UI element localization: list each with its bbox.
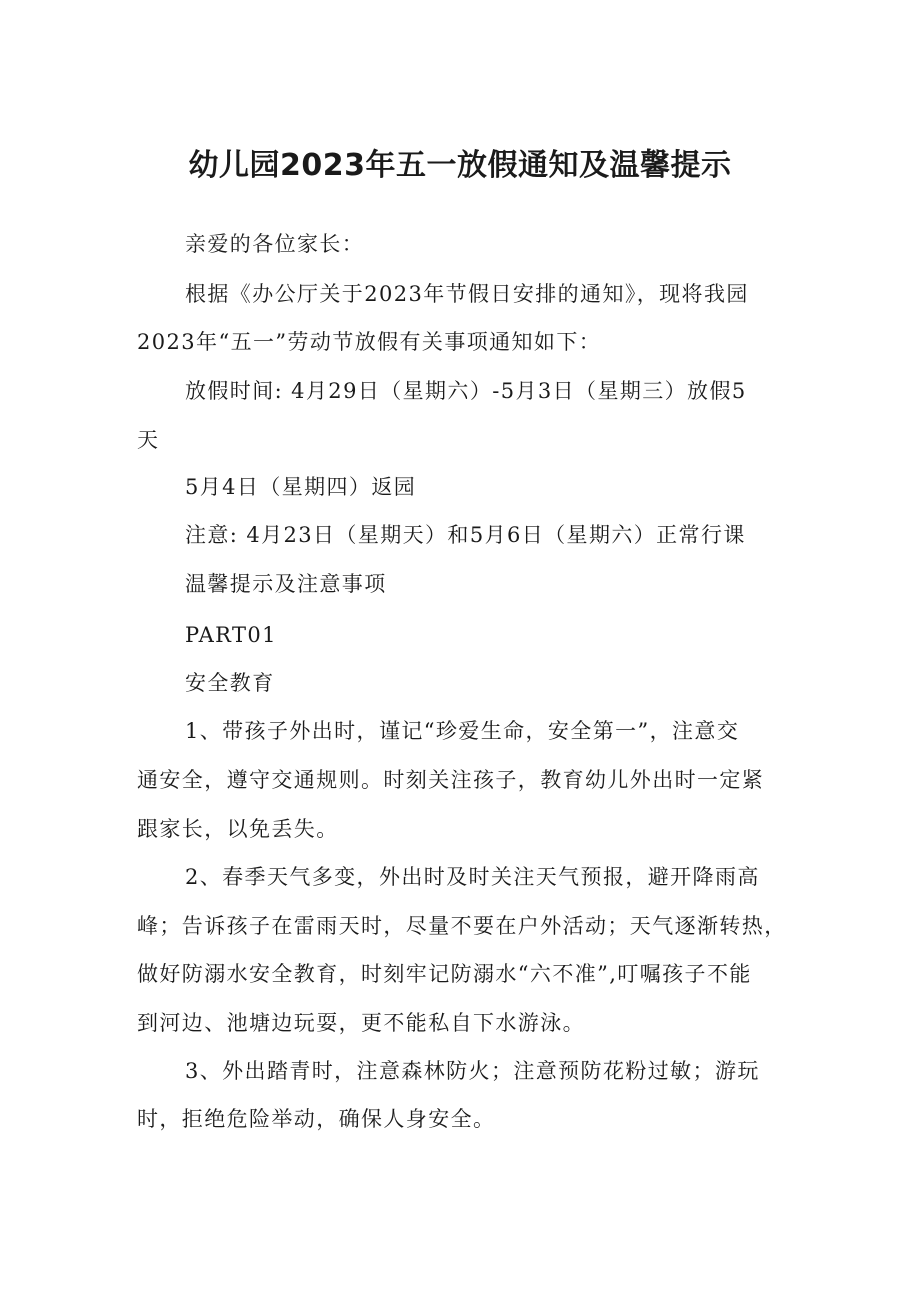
note-line: 注意: 4月23日（星期天）和5月6日（星期六）正常行课 — [185, 523, 746, 547]
item-3-line-1: 3、外出踏青时，注意森林防火；注意预防花粉过敏；游玩 — [185, 1059, 760, 1083]
tips-heading: 温馨提示及注意事项 — [185, 572, 387, 596]
item-1-line-1: 1、带孩子外出时，谨记“珍爱生命，安全第一”，注意交 — [185, 719, 740, 743]
item-1-line-2: 通安全，遵守交通规则。时刻关注孩子，教育幼儿外出时一定紧 — [137, 768, 765, 792]
document-title: 幼儿园2023年五一放假通知及温馨提示 — [188, 148, 732, 183]
item-2-line-3: 做好防溺水安全教育，时刻牢记防溺水“六不准”,叮嘱孩子不能 — [137, 962, 752, 986]
part-heading: PART01 — [185, 623, 277, 647]
holiday-time-line-1: 放假时间: 4月29日（星期六）-5月3日（星期三）放假5 — [185, 379, 747, 403]
item-1-line-3: 跟家长，以免丢失。 — [137, 817, 339, 841]
intro-line-2: 2023年“五一”劳动节放假有关事项通知如下： — [137, 330, 602, 354]
item-3-line-2: 时，拒绝危险举动，确保人身安全。 — [137, 1107, 496, 1131]
section-heading: 安全教育 — [185, 671, 275, 695]
holiday-time-line-2: 天 — [137, 428, 160, 452]
salutation: 亲爱的各位家长： — [185, 232, 365, 256]
item-2-line-1: 2、春季天气多变，外出时及时关注天气预报，避开降雨高 — [185, 865, 760, 889]
intro-line-1: 根据《办公厅关于2023年节假日安排的通知》，现将我园 — [185, 282, 749, 306]
item-2-line-2: 峰；告诉孩子在雷雨天时，尽量不要在户外活动；天气逐渐转热， — [137, 914, 787, 938]
return-date-line: 5月4日（星期四）返园 — [185, 475, 417, 499]
item-2-line-4: 到河边、池塘边玩耍，更不能私自下水游泳。 — [137, 1011, 585, 1035]
